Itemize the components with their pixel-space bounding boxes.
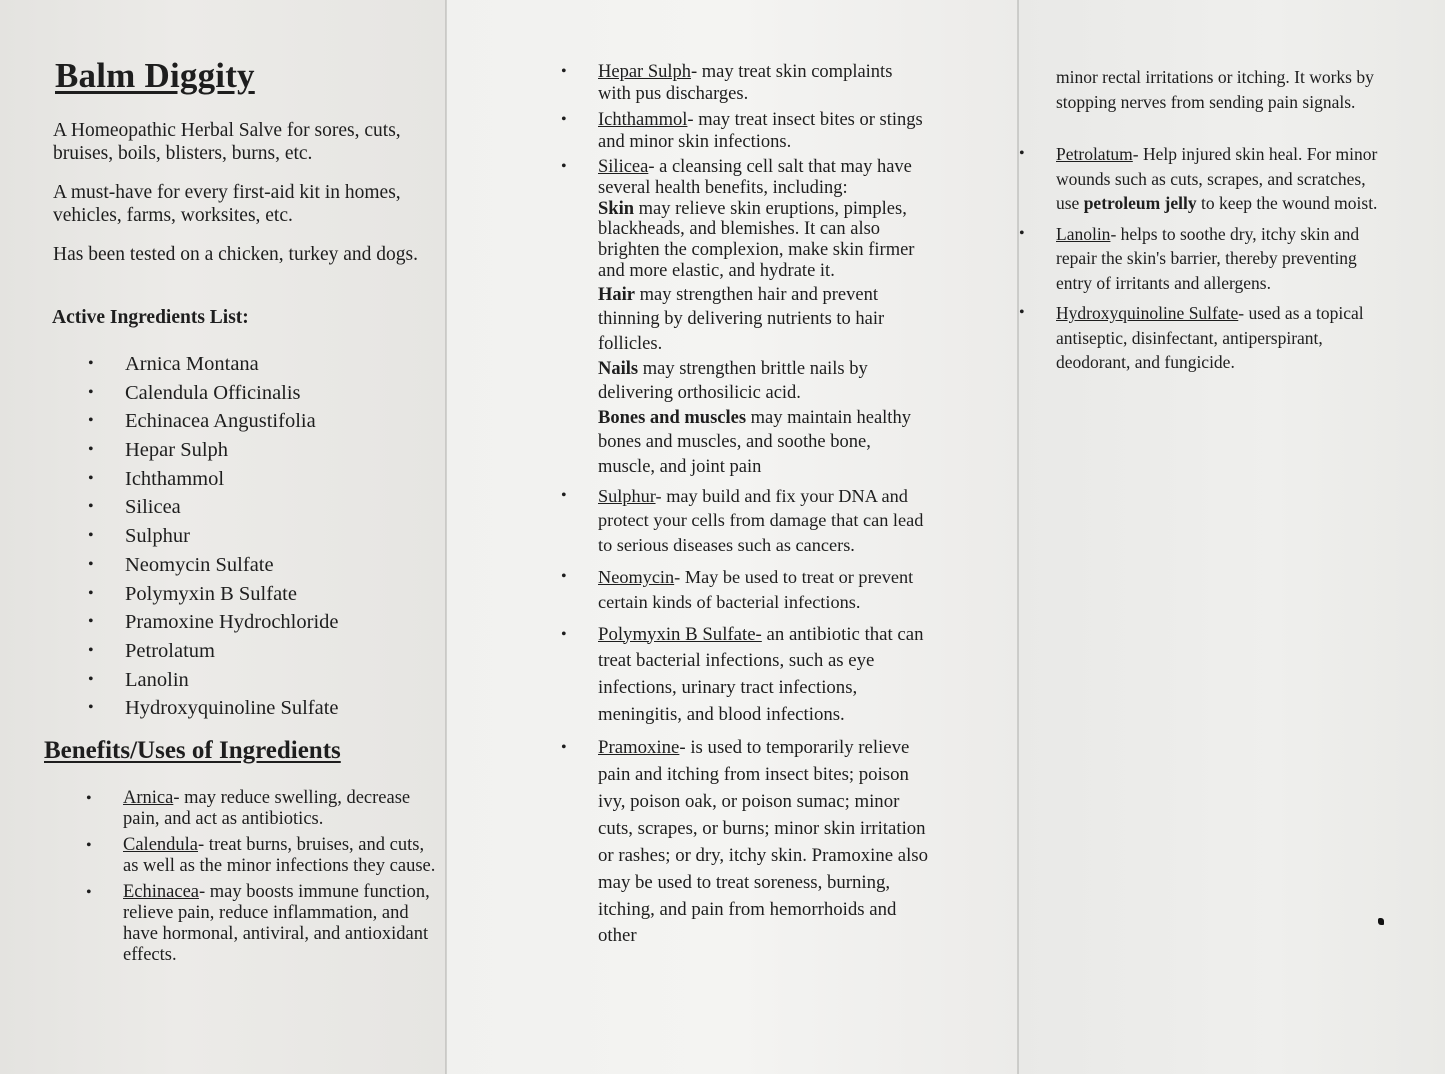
ingredient-description-end: to keep the wound moist. <box>1196 193 1378 213</box>
bullet-icon: • <box>561 567 567 585</box>
petroleum-jelly-bold: petroleum jelly <box>1083 193 1197 213</box>
benefit-item-lanolin <box>1019 222 1386 296</box>
ingredient-description: - is used to temporarily relieve pain and itching from insect bites; poison ivy, poison oak, or poison sumac; minor cuts, scrapes, or burns; minor skin irritation or rashes; or dry, itchy skin. Pramoxine also may be used to treat soreness, burning, itching, and pain from hemorrhoids and other <box>598 737 929 947</box>
bullet-icon: • <box>88 555 94 573</box>
list-item: • Ichthammol <box>88 465 339 494</box>
ingredient-name: Polymyxin B Sulfate- <box>598 623 762 645</box>
ingredient-name: Calendula <box>123 835 199 855</box>
bullet-icon: • <box>88 355 94 372</box>
benefit-item-echinacea <box>86 882 443 966</box>
benefit-item-silicea <box>561 157 928 480</box>
benefit-item-sulphur <box>561 484 928 558</box>
bullet-icon: • <box>561 625 567 643</box>
bullet-icon: • <box>1019 304 1025 321</box>
ingredient-name: Petrolatum <box>1056 144 1133 164</box>
bullet-icon: • <box>88 498 94 516</box>
bullet-icon: • <box>88 527 94 545</box>
ingredient-description: - may boosts immune function, relieve pain, reduce inflammation, and have hormonal, antiviral, and antioxidant effects. <box>123 882 430 965</box>
intro-tested: Has been tested on a chicken, turkey and dogs. <box>53 244 418 265</box>
bullet-icon: • <box>1019 145 1025 162</box>
bullet-icon: • <box>88 670 94 688</box>
ingredient-description: - Help injured skin heal. For minor wounds such as cuts, scrapes, and scratches, use <box>1056 144 1378 213</box>
benefit-item-ichthammol <box>561 109 928 153</box>
ingredient-name: Sulphur <box>598 485 656 506</box>
ingredient-description: - used as a topical antiseptic, disinfectant, antiperspirant, deodorant, and fungicide. <box>1056 303 1364 372</box>
bullet-icon: • <box>86 837 92 854</box>
benefits-heading: Benefits/Uses of Ingredients <box>44 737 341 764</box>
bullet-icon: • <box>88 641 94 659</box>
active-ingredients-list <box>88 350 339 723</box>
benefit-item-petrolatum <box>1019 142 1386 216</box>
bullet-icon: • <box>561 63 567 80</box>
ingredient-description: - helps to soothe dry, itchy skin and repair the skin's barrier, thereby preventing entry of irritants and allergens. <box>1056 223 1360 293</box>
ingredient-name: Silicea <box>598 157 649 177</box>
ingredient-description: - treat burns, bruises, and cuts, as well as the minor infections they cause. <box>123 835 436 876</box>
bullet-icon: • <box>88 441 94 459</box>
list-item: • Pramoxine Hydrochloride <box>88 608 339 637</box>
ink-speck <box>1378 918 1384 925</box>
ingredient-name: Neomycin <box>598 566 675 587</box>
bullet-icon: • <box>88 613 94 631</box>
ingredient-description: - may treat skin complaints with pus discharges. <box>598 62 893 104</box>
ingredient-description: an antibiotic that can treat bacterial infections, such as eye infections, urinary tract infections, meningitis, and blood infections. <box>598 623 924 726</box>
ingredient-name: Arnica <box>123 788 174 808</box>
benefit-item-polymyxin <box>561 622 928 730</box>
list-item: • Lanolin <box>88 666 339 695</box>
list-item: • Hydroxyquinoline Sulfate <box>88 694 339 723</box>
list-item: • Neomycin Sulfate <box>88 551 339 580</box>
benefit-item-hepar-sulph <box>561 61 928 105</box>
pramoxine-continued: minor rectal irritations or itching. It works by stopping nerves from sending pain signals. <box>1056 67 1374 112</box>
ingredient-name: Hepar Sulph <box>598 62 691 82</box>
bullet-icon: • <box>88 584 94 602</box>
bullet-icon: • <box>88 383 94 401</box>
benefits-list-middle <box>561 61 929 956</box>
bullet-icon: • <box>86 790 92 807</box>
bullet-icon: • <box>561 739 567 757</box>
ingredient-name: Ichthammol <box>598 110 688 130</box>
fold-line-left <box>445 0 447 1074</box>
ingredient-description: - may build and fix your DNA and protect your cells from damage that can lead to serious diseases such as cancers. <box>598 485 924 556</box>
ingredient-name: Hydroxyquinoline Sulfate <box>1056 303 1239 323</box>
bullet-icon: • <box>88 469 94 487</box>
benefit-item-calendula <box>86 835 443 877</box>
ingredient-description: - may treat insect bites or stings and minor skin infections. <box>598 110 923 152</box>
ingredient-description: - may reduce swelling, decrease pain, and act as antibiotics. <box>123 788 411 829</box>
benefits-list-right <box>1019 142 1386 381</box>
bullet-icon: • <box>1019 224 1025 242</box>
intro-description: A Homeopathic Herbal Salve for sores, cuts, bruises, boils, blisters, burns, etc. <box>53 120 401 164</box>
intro-must-have: A must-have for every first-aid kit in homes, vehicles, farms, worksites, etc. <box>53 182 401 226</box>
ingredient-name: Lanolin <box>1056 223 1111 244</box>
ingredient-description: - a cleansing cell salt that may have several health benefits, including: <box>598 157 912 198</box>
list-item: • Hepar Sulph <box>88 436 339 465</box>
list-item: • Silicea <box>88 493 339 522</box>
silicea-nails: Nails may strengthen brittle nails by delivering orthosilicic acid. <box>598 358 868 404</box>
list-item: • Arnica Montana <box>88 350 339 379</box>
silicea-bones: Bones and muscles may maintain healthy bones and muscles, and soothe bone, muscle, and joint pain <box>598 407 911 477</box>
bullet-icon: • <box>561 158 567 175</box>
benefit-item-hydroxyquinoline <box>1019 301 1386 375</box>
ingredient-name: Pramoxine <box>598 737 680 759</box>
bullet-icon: • <box>561 486 567 504</box>
list-item: • Sulphur <box>88 522 339 551</box>
list-item: • Echinacea Angustifolia <box>88 407 339 436</box>
benefit-item-pramoxine <box>561 735 929 950</box>
list-item: • Polymyxin B Sulfate <box>88 580 339 609</box>
list-item: • Calendula Officinalis <box>88 379 339 408</box>
ingredient-description: - May be used to treat or prevent certain kinds of bacterial infections. <box>598 566 914 612</box>
benefit-item-neomycin <box>561 565 928 615</box>
bullet-icon: • <box>561 111 567 128</box>
ingredient-name: Echinacea <box>123 882 199 902</box>
list-item: • Petrolatum <box>88 637 339 666</box>
product-title: Balm Diggity <box>55 56 255 95</box>
benefits-list-left <box>86 788 443 971</box>
bullet-icon: • <box>88 412 94 430</box>
silicea-hair: Hair may strengthen hair and prevent thinning by delivering nutrients to hair follicles. <box>598 284 885 354</box>
active-ingredients-heading: Active Ingredients List: <box>52 307 249 328</box>
benefit-item-arnica <box>86 788 443 830</box>
bullet-icon: • <box>88 699 94 717</box>
bullet-icon: • <box>86 884 92 901</box>
silicea-skin: Skin may relieve skin eruptions, pimples, blackheads, and blemishes. It can also brighten the complexion, make skin firmer and more elastic, and hydrate it. <box>598 198 915 281</box>
